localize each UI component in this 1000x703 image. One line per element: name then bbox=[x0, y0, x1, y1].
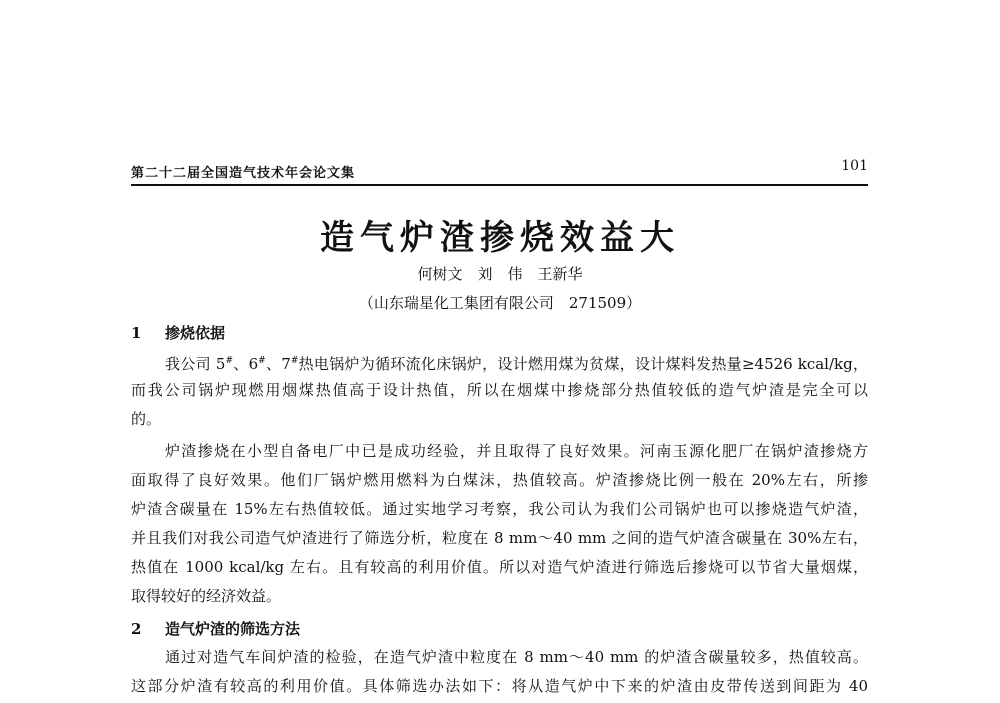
paragraph-line: 并且我们对我公司造气炉渣进行了筛选分析，粒度在 8 mm～40 mm 之间的造气炉渣含碳量在 30%左右， bbox=[131, 529, 868, 547]
paragraph-line: 我公司 5#、6#、7#热电锅炉为循环流化床锅炉，设计燃用煤为贫煤，设计煤料发热量≥4526 kcal/kg， bbox=[165, 355, 869, 373]
paragraph-line: 而我公司锅炉现燃用烟煤热值高于设计热值，所以在烟煤中掺烧部分热值较低的造气炉渣是完全可以 bbox=[131, 381, 868, 399]
author-list: 何树文 刘 伟 王新华 bbox=[417, 265, 583, 283]
section-number: 2 bbox=[131, 620, 142, 638]
paragraph-line: 的。 bbox=[131, 410, 162, 428]
paragraph-line: 热值在 1000 kcal/kg 左右。且有较高的利用价值。所以对造气炉渣进行筛选后掺烧可以节省大量烟煤， bbox=[131, 558, 868, 576]
affiliation: （山东瑞星化工集团有限公司 271509） bbox=[358, 294, 642, 312]
section-number: 1 bbox=[131, 324, 142, 342]
paragraph-line: 面取得了良好效果。他们厂锅炉燃用燃料为白煤沫，热值较高。炉渣掺烧比例一般在 20%左右，所掺 bbox=[131, 471, 868, 489]
paragraph-line: 通过对造气车间炉渣的检验，在造气炉渣中粒度在 8 mm～40 mm 的炉渣含碳量较多，热值较高。 bbox=[165, 648, 868, 666]
running-head bbox=[131, 158, 868, 186]
journal-series-title: 第二十二届全国造气技术年会论文集 bbox=[131, 166, 356, 181]
page-number: 101 bbox=[841, 158, 868, 174]
section-title: 造气炉渣的筛选方法 bbox=[165, 620, 301, 638]
paragraph-line: 这部分炉渣有较高的利用价值。具体筛选办法如下：将从造气炉中下来的炉渣由皮带传送到间距为 40 bbox=[131, 677, 868, 695]
section-title: 掺烧依据 bbox=[165, 324, 226, 342]
paragraph-line: 取得较好的经济效益。 bbox=[131, 587, 282, 605]
paragraph-line: 炉渣掺烧在小型自备电厂中已是成功经验，并且取得了良好效果。河南玉源化肥厂在锅炉渣掺烧方 bbox=[165, 442, 868, 460]
section-heading-2 bbox=[131, 618, 300, 639]
paragraph-line: 炉渣含碳量在 15%左右热值较低。通过实地学习考察，我公司认为我们公司锅炉也可以掺烧造气炉渣， bbox=[131, 500, 868, 518]
article-title: 造气炉渣掺烧效益大 bbox=[320, 218, 680, 258]
section-heading-1 bbox=[131, 322, 225, 343]
